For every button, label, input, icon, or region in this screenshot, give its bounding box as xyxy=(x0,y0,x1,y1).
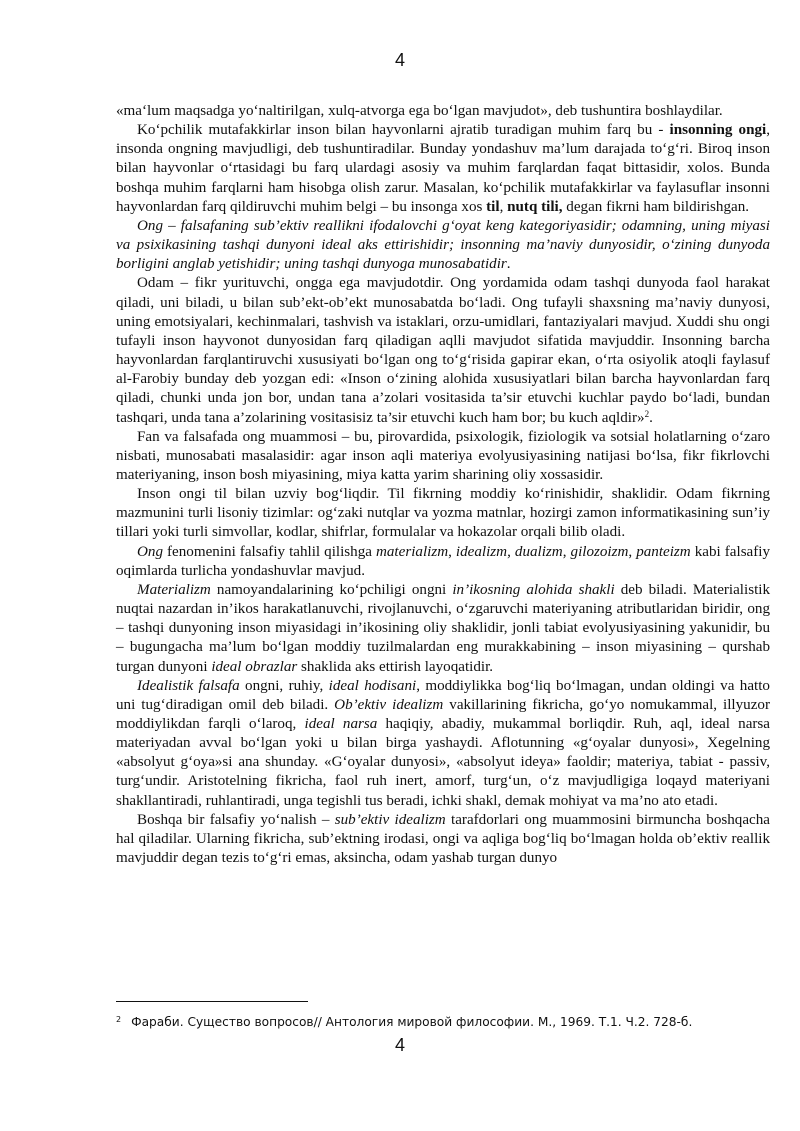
text-run: tarafdorlari ong muammosini birmuncha boshqacha hal qiladilar. Ularning fikricha, sub’ektning irodasi, ongi va aqliga bog‘liq bo‘lmagan holda ob’ektiv reallik mavjuddir degan tezis to‘g‘ri emas, aksincha, odam yashab turgan dunyo xyxy=(116,811,770,867)
text-run: , xyxy=(628,543,637,560)
italic-text: gilozoizm xyxy=(570,543,629,560)
text-run: namoyandalarining ko‘pchiligi ongni xyxy=(210,581,453,598)
text-run: shaklida aks ettirish layoqatidir. xyxy=(297,658,494,675)
italic-text: ideal obrazlar xyxy=(211,658,298,675)
body-text xyxy=(116,102,770,868)
text-run: haqiqiy, abadiy, mukammal borliqdir. Ruh, aql, ideal narsa materiyadan avval bo‘lgan yoki u bilan birga yashaydi. Aflotunning «g‘oyalar dunyosi», Xegelning «absolyut g‘oya»si ana shunday. «G‘oyalar dunyosi», «absolyut ideya» faoldir; materiya, tabiat - passiv, turg‘undir. Aristotelning fikricha, faol ruh inert, amorf, turg‘un, o‘z mavjudligiga loqayd materiyani shakllantiradi, ruhlantiradi, unga tegishli tus beradi, ichki shakl, demak mohiyat va ma’no ato etadi. xyxy=(116,716,771,809)
bold-text: nutq tili, xyxy=(507,198,563,215)
text-run: «ma‘lum maqsadga yo‘naltirilgan, xulq-atvorga ega bo‘lgan mavjudot», deb tushuntira boshlaydilar. xyxy=(116,103,723,119)
footnote xyxy=(116,1015,770,1029)
paragraph xyxy=(116,274,770,427)
text-run: . xyxy=(506,256,511,273)
italic-text: sub’ektiv idealizm xyxy=(334,811,446,828)
paragraph xyxy=(116,102,770,121)
italic-text: panteizm xyxy=(636,543,691,560)
paragraph xyxy=(116,217,770,274)
paragraph xyxy=(116,811,770,868)
italic-text: in’ikosning alohida shakli xyxy=(452,581,615,598)
text-run: , xyxy=(499,198,508,215)
text-run: , xyxy=(562,543,571,560)
page-number-top: 4 xyxy=(394,50,405,70)
italic-text: Ong – falsafaning sub’ektiv reallikni ifodalovchi g‘oyat keng kategoriyasidir; odamning, uning miyasi va psixikasining tashqi dunyoni ideal aks ettirishidir; insonning ma’naviy dunyosidir, o‘zining dunyoda borligini anglab yetishidir; uning tashqi dunyoga munosabatidir xyxy=(116,217,770,273)
footnote-marker: 2 xyxy=(116,1015,122,1024)
italic-text: ideal hodisani xyxy=(328,677,417,694)
italic-text: Ong xyxy=(137,543,163,560)
bold-text: til xyxy=(486,198,500,215)
text-run: degan fikrni ham bildirishgan. xyxy=(562,198,750,215)
footnote-reference: 2 xyxy=(644,408,650,419)
italic-text: dualizm xyxy=(514,543,563,560)
paragraph xyxy=(116,677,770,811)
italic-text: Idealistik falsafa xyxy=(137,677,240,694)
paragraph xyxy=(116,485,770,542)
footnote-text: Фараби. Существо вопросов// Антология мировой философии. М., 1969. Т.1. Ч.2. 728-б. xyxy=(131,1015,693,1029)
text-run: . xyxy=(649,409,653,426)
bold-text: insonning ongi xyxy=(669,122,767,139)
italic-text: idealizm xyxy=(455,543,508,560)
text-run: , moddiylikka bog‘liq bo‘lmagan, undan oldingi va hatto uni tug‘diradigan omil deb biladi. xyxy=(116,677,770,713)
italic-text: Ob’ektiv idealizm xyxy=(334,696,444,713)
text-run: vakillarining fikricha, go‘yo nomukammal, illyuzor moddiylikdan farqli o‘laroq, xyxy=(116,696,770,732)
paragraph xyxy=(116,543,770,581)
text-run: Odam – fikr yurituvchi, ongga ega mavjudotdir. Ong yordamida odam tashqi dunyoda faol harakat qiladi, uni biladi, u bilan sub’ekt-ob’ekt munosabatda bo‘ladi. Ong tufayli shaxsning ma’naviy dunyosi, uning emotsiyalari, kechinmalari, tashvish va istaklari, orzu-umidlari, fantaziyalari mavjud. Xuddi shu ongi tufayli inson hayvonot dunyosidan farq qiladigan aqlli mavjudot sifatida mavjuddir. Insonning barcha hayvonlardan farqlantiruvchi xususiyati bo‘lgan ong to‘g‘risida gapirar ekan, o‘rta osiyolik atoqli faylasuf al-Farobiy bunday deb yozgan edi: «Inson o‘zining alohida xususiyatlari bilan barcha hayvonlardan farq qiladi, chunki unda jon bor, undan tana a’zolari vositasida ta’sir etuvchi kuchlar paydo bo‘ladi, bundan tashqari, unda tana a’zolarining vositasisiz ta’sir etuvchi kuch ham bor; bu kuch aqldir» xyxy=(116,275,770,426)
text-run: Ko‘pchilik mutafakkirlar inson bilan hayvonlarni ajratib turadigan muhim farq bu - xyxy=(137,122,670,139)
text-run: , insonda ongning mavjudligi, deb tushuntiradilar. Bunday yondashuv ma’lum darajada to‘g‘ri. Biroq inson bilan hayvonlar o‘rtasidagi bu farq ulardagi asosiy va muhim farqlardan faqat bittasidir, xolos. Bunda boshqa muhim farqlarni ham hisobga olish zarur. Masalan, ko‘pchilik mutafakkirlar va faylasuflar insonni hayvonlardan farq qildiruvchi muhim belgi – bu insonga xos xyxy=(116,122,771,215)
page-number-bottom: 4 xyxy=(394,1035,405,1055)
text-run: , xyxy=(507,543,515,560)
text-run: deb biladi. Materialistik nuqtai nazardan in’ikos harakatlanuvchi, rivojlanuvchi, o‘zgaruvchi materiyaning atributlaridan biridir, ong – tashqi dunyoning inson miyasidagi in’ikosining oliy shaklidir, jonli tabiat evolyusiyasining yakunidir, bu – bugungacha ma’lum bo‘lgan moddiy tuzilmalardan eng murakkabining – inson miyasining – qurshab turgan dunyoni xyxy=(116,581,771,675)
italic-text: Materializm xyxy=(137,581,211,598)
footnote-separator xyxy=(116,1001,308,1002)
italic-text: ideal narsa xyxy=(304,716,378,732)
paragraph xyxy=(116,428,770,485)
italic-text: materializm xyxy=(375,543,449,560)
text-run: Inson ongi til bilan uzviy bog‘liqdir. Til fikrning moddiy ko‘rinishidir, shaklidir. Odam fikrning mazmunini turli lisoniy tizimlar: og‘zaki nutqlar va yozma matnlar, hozirgi zamon informatikasining sun’iy tillari yoki turli simvollar, kodlar, shifrlar, formulalar va hokazolar orqali bilib oladi. xyxy=(116,486,770,541)
text-run: , xyxy=(448,543,456,560)
paragraph xyxy=(116,581,770,677)
text-run: Fan va falsafada ong muammosi – bu, pirovardida, psixologik, fiziologik va sotsial holatlarning o‘zaro nisbati, munosabati masalasidir: agar inson aqli materiya evolyusiyasining natijasi bo‘lsa, fikr fikrlovchi materiyaning, inson bosh miyasining, miya katta yarim sharining oliy xossasidir. xyxy=(116,428,770,483)
text-run: kabi falsafiy oqimlarda turlicha yondashuvlar mavjud. xyxy=(116,543,771,579)
text-run: ongni, ruhiy, xyxy=(239,677,329,694)
paragraph xyxy=(116,121,770,217)
text-run: Boshqa bir falsafiy yo‘nalish – xyxy=(137,811,335,828)
text-run: fenomenini falsafiy tahlil qilishga xyxy=(163,543,376,560)
